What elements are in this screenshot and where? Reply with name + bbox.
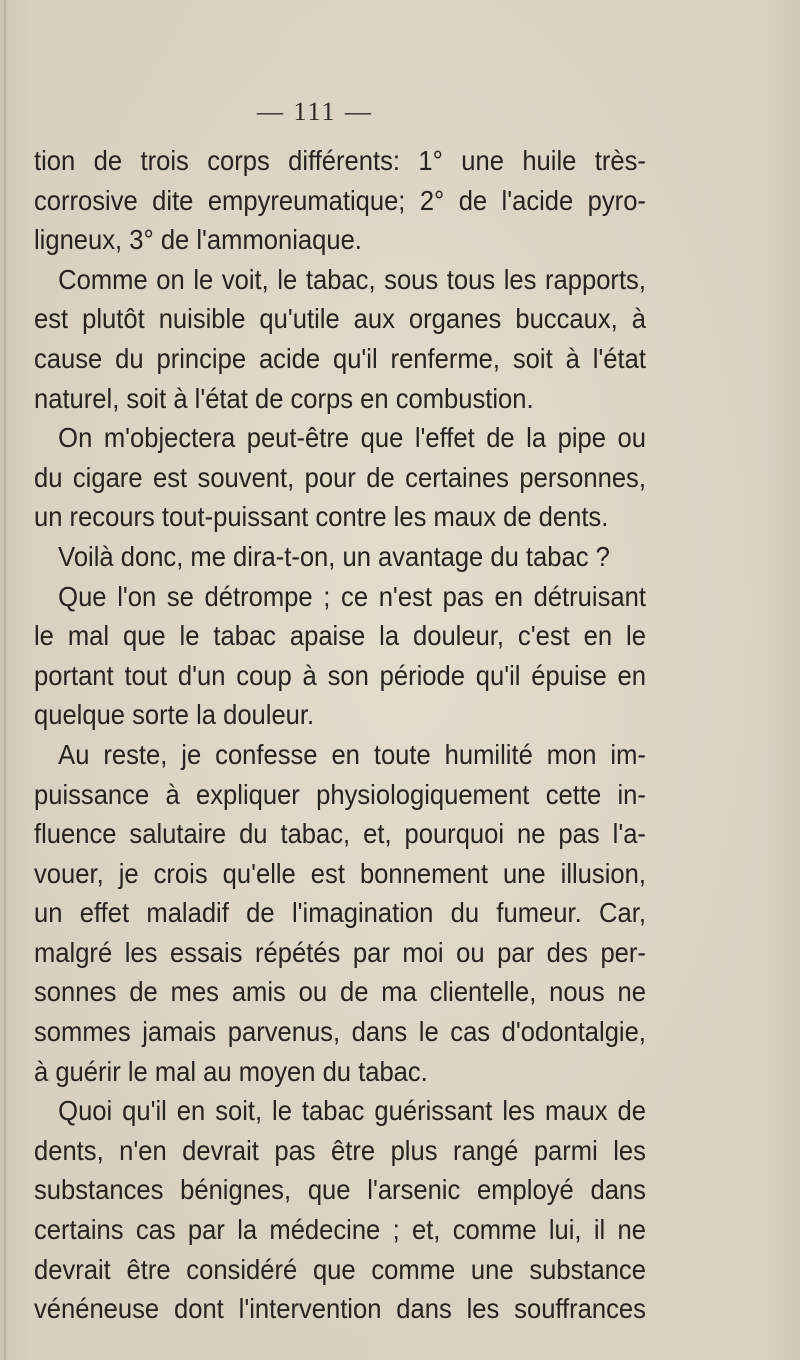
text-line: substances bénignes, que l'arsenic employé dans	[34, 1174, 646, 1206]
text-line: Voilà donc, me dira-t-on, un avantage du tabac ?	[58, 540, 610, 572]
text-line: Comme on le voit, le tabac, sous tous les rapports,	[58, 263, 646, 295]
text-line: malgré les essais répétés par moi ou par des per-	[34, 936, 646, 968]
text-line: ligneux, 3° de l'ammoniaque.	[34, 224, 362, 256]
text-line: sommes jamais parvenus, dans le cas d'odontalgie,	[34, 1016, 646, 1048]
text-line: devrait être considéré que comme une substance	[34, 1253, 646, 1285]
text-line: naturel, soit à l'état de corps en combustion.	[34, 382, 534, 414]
text-line: corrosive dite empyreumatique; 2° de l'acide pyro-	[34, 184, 646, 216]
text-line: est plutôt nuisible qu'utile aux organes buccaux, à	[34, 303, 646, 335]
text-line: fluence salutaire du tabac, et, pourquoi ne pas l'a-	[34, 818, 646, 850]
text-line: Au reste, je confesse en toute humilité mon im-	[58, 738, 646, 770]
text-line: le mal que le tabac apaise la douleur, c'est en le	[34, 620, 646, 652]
text-line: un effet maladif de l'imagination du fumeur. Car,	[34, 897, 646, 929]
text-line: du cigare est souvent, pour de certaines personnes,	[34, 461, 646, 493]
text-line: sonnes de mes amis ou de ma clientelle, nous ne	[34, 976, 646, 1008]
text-line: vouer, je crois qu'elle est bonnement une illusion,	[34, 857, 646, 889]
text-line: Que l'on se détrompe ; ce n'est pas en détruisant	[58, 580, 646, 612]
text-line: à guérir le mal au moyen du tabac.	[34, 1055, 428, 1087]
text-line: On m'objectera peut-être que l'effet de la pipe ou	[58, 422, 646, 454]
text-line: cause du principe acide qu'il renferme, soit à l'état	[34, 342, 646, 374]
text-line: dents, n'en devrait pas être plus rangé parmi les	[34, 1134, 646, 1166]
text-line: quelque sorte la douleur.	[34, 699, 315, 731]
text-line: certains cas par la médecine ; et, comme lui, il ne	[34, 1214, 646, 1246]
body-text	[34, 141, 646, 1329]
text-line: portant tout d'un coup à son période qu'il épuise en	[34, 659, 646, 691]
text-line: Quoi qu'il en soit, le tabac guérissant les maux de	[58, 1095, 646, 1127]
page-number: — 111 —	[256, 97, 374, 126]
text-line: puissance à expliquer physiologiquement cette in-	[34, 778, 646, 810]
text-line: vénéneuse dont l'intervention dans les souffrances	[34, 1293, 646, 1325]
text-line: tion de trois corps différents: 1° une huile très-	[34, 145, 646, 176]
text-line: un recours tout-puissant contre les maux de dents.	[34, 501, 609, 533]
